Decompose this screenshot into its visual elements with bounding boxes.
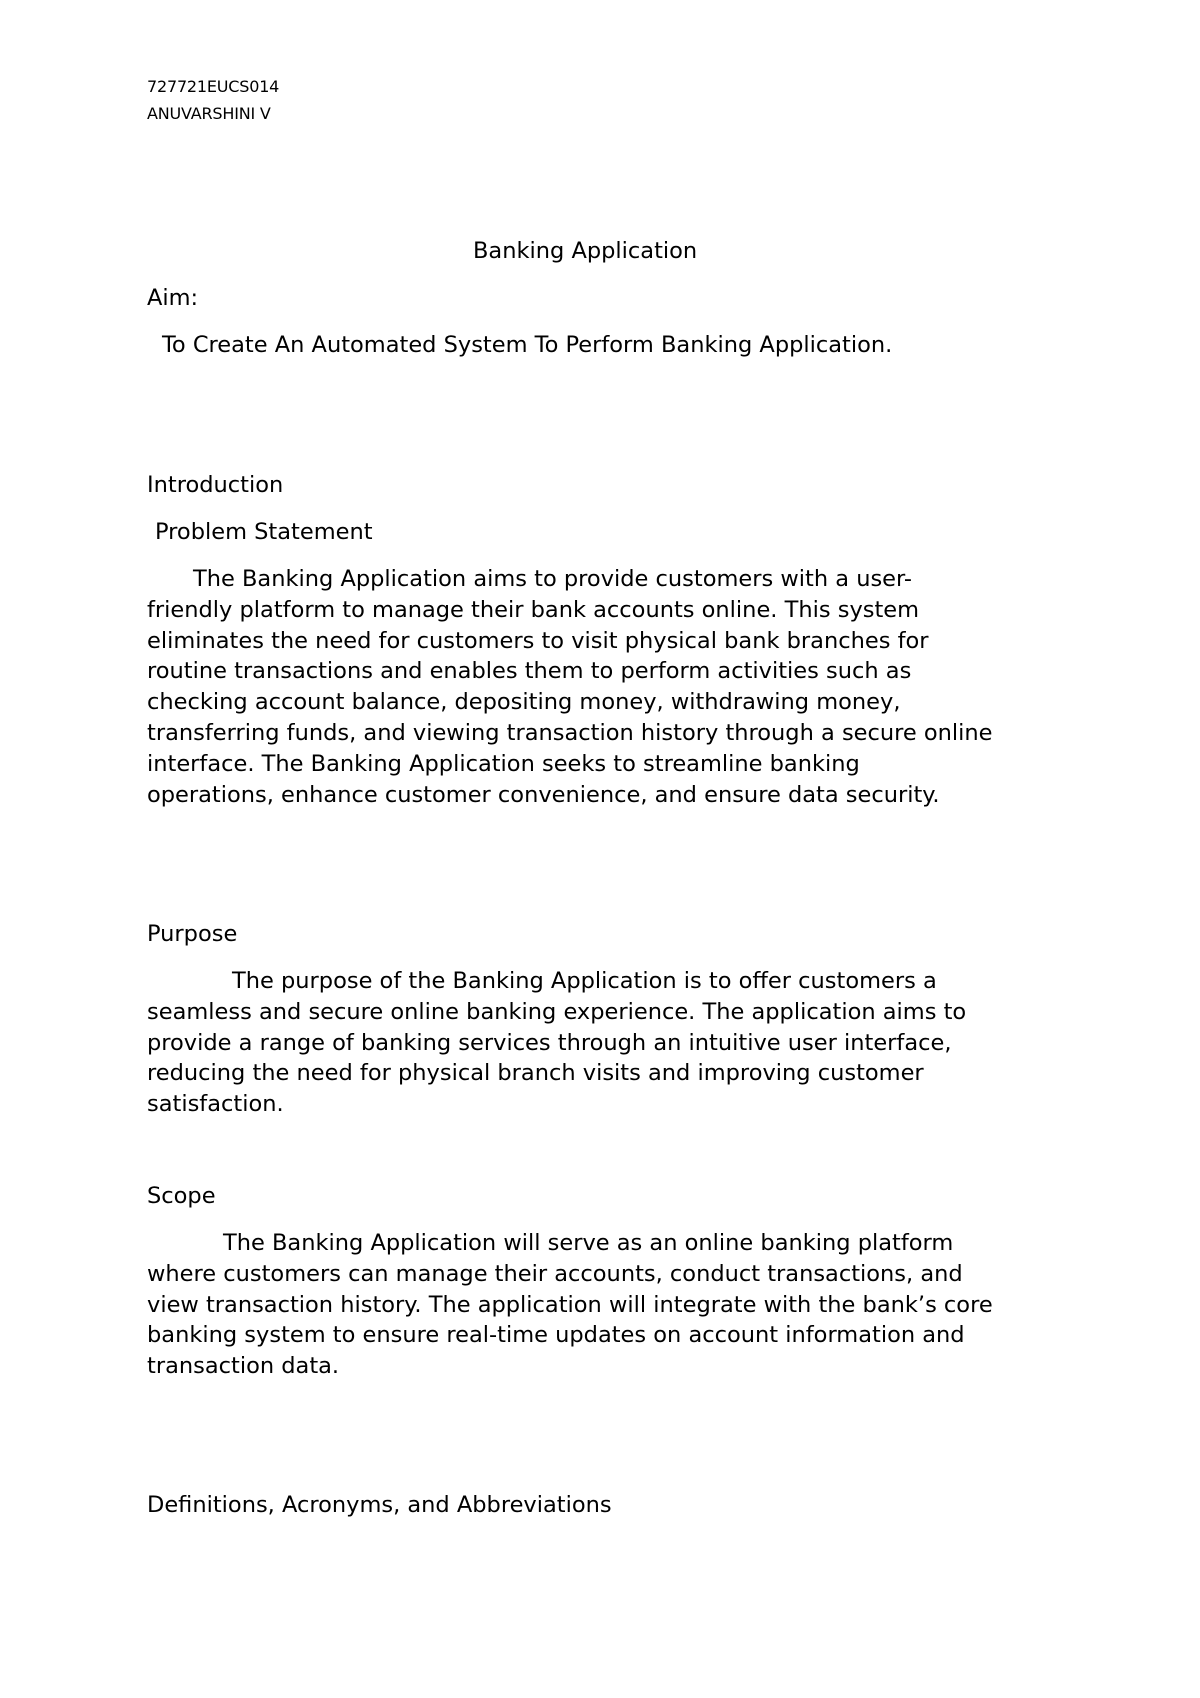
paragraph-line: provide a range of banking services through an intuitive user interface, bbox=[147, 1029, 952, 1056]
paragraph-line: friendly platform to manage their bank accounts online. This system bbox=[147, 596, 920, 623]
paragraph-line: transaction data. bbox=[147, 1353, 340, 1380]
purpose-paragraph bbox=[147, 966, 1077, 1120]
introduction-heading: Introduction bbox=[147, 472, 284, 498]
paragraph-line: interface. The Banking Application seeks to streamline banking bbox=[147, 750, 860, 777]
purpose-heading: Purpose bbox=[147, 921, 238, 947]
paragraph-line: operations, enhance customer convenience, and ensure data security. bbox=[147, 781, 940, 808]
aim-text: To Create An Automated System To Perform Banking Application. bbox=[162, 332, 893, 358]
paragraph-line: The purpose of the Banking Application is to offer customers a bbox=[232, 968, 937, 994]
paragraph-line: checking account balance, depositing money, withdrawing money, bbox=[147, 689, 901, 716]
paragraph-line: satisfaction. bbox=[147, 1091, 284, 1118]
paragraph-line: The Banking Application will serve as an online banking platform bbox=[223, 1230, 954, 1256]
paragraph-line: where customers can manage their accounts, conduct transactions, and bbox=[147, 1260, 963, 1287]
problem-statement-paragraph bbox=[147, 564, 1077, 810]
paragraph-line: The Banking Application aims to provide customers with a user- bbox=[193, 566, 912, 592]
student-id: 727721EUCS014 bbox=[147, 77, 280, 96]
document-title: Banking Application bbox=[473, 238, 698, 264]
paragraph-line: view transaction history. The application will integrate with the bank’s core bbox=[147, 1291, 993, 1318]
paragraph-line: eliminates the need for customers to visit physical bank branches for bbox=[147, 627, 929, 654]
paragraph-line: transferring funds, and viewing transaction history through a secure online bbox=[147, 719, 993, 746]
scope-paragraph bbox=[147, 1228, 1077, 1382]
paragraph-line: reducing the need for physical branch visits and improving customer bbox=[147, 1060, 924, 1087]
definitions-heading: Definitions, Acronyms, and Abbreviations bbox=[147, 1492, 612, 1518]
student-name: ANUVARSHINI V bbox=[147, 104, 271, 123]
paragraph-line: seamless and secure online banking experience. The application aims to bbox=[147, 998, 967, 1025]
paragraph-line: banking system to ensure real-time updates on account information and bbox=[147, 1322, 965, 1349]
scope-heading: Scope bbox=[147, 1183, 216, 1209]
paragraph-line: routine transactions and enables them to perform activities such as bbox=[147, 658, 912, 685]
aim-label: Aim: bbox=[147, 285, 199, 311]
problem-statement-heading: Problem Statement bbox=[155, 519, 373, 545]
